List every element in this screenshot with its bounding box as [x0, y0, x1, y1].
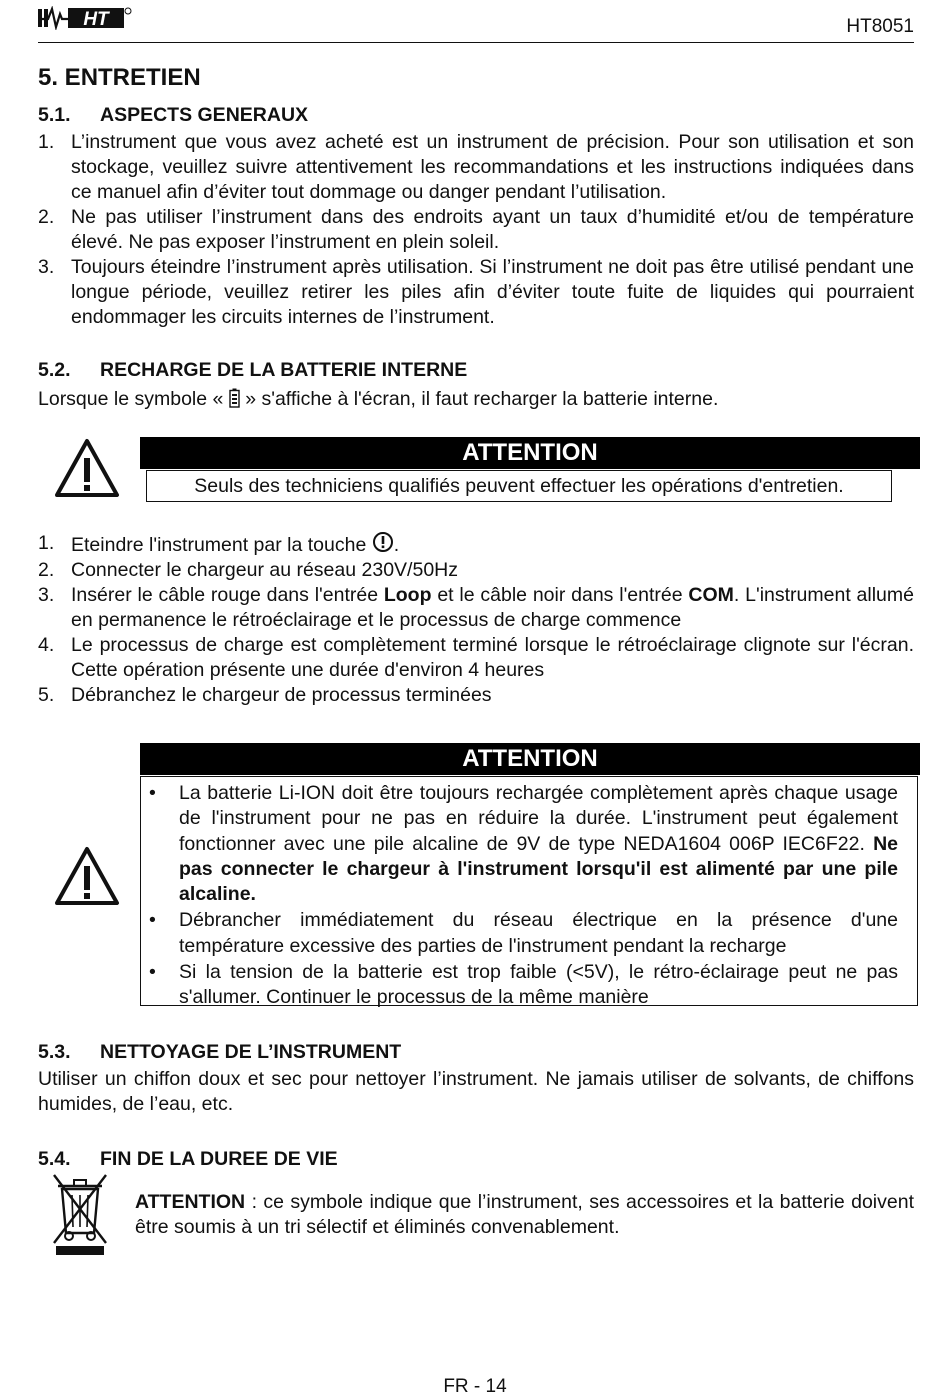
battery-icon	[229, 388, 240, 408]
list-item	[38, 558, 914, 583]
power-button-icon	[372, 531, 394, 553]
list-item	[38, 205, 914, 255]
heading-5-4	[38, 1148, 338, 1171]
logo-text: HT	[83, 9, 109, 30]
page-header	[38, 0, 914, 43]
intro-before: Lorsque le symbole «	[38, 388, 224, 410]
list-item	[38, 583, 914, 633]
item-text-bold: Loop	[383, 584, 432, 606]
heading-text: RECHARGE DE LA BATTERIE INTERNE	[100, 359, 468, 381]
bullet-item	[147, 960, 898, 1011]
heading-text: ASPECTS GENERAUX	[100, 104, 309, 126]
heading-5-2	[38, 359, 467, 382]
list-item	[38, 130, 914, 205]
heading-5-3	[38, 1041, 401, 1064]
item-number: 3.	[38, 584, 55, 606]
intro-after: » s'affiche à l'écran, il faut recharger la batterie interne.	[245, 388, 719, 410]
attention-bullet-list	[147, 781, 898, 1012]
item-text: Insérer le câble rouge dans l'entrée	[71, 584, 384, 606]
heading-text: NETTOYAGE DE L’INSTRUMENT	[100, 1041, 402, 1063]
item-number: 3.	[38, 256, 55, 278]
item-text: Le processus de charge est complètement terminé lorsque le rétroéclairage clignote sur l'écran. Cette opération présente une durée d'environ 4 heures	[71, 634, 914, 681]
list-item	[38, 255, 914, 330]
model-number: HT8051	[846, 16, 914, 37]
item-number: 5.	[38, 684, 55, 706]
bullet-item	[147, 781, 898, 907]
item-number: 1.	[38, 131, 55, 153]
list-item	[38, 683, 914, 708]
heading-5-1	[38, 104, 308, 127]
charging-steps-list	[38, 531, 914, 708]
page-number: FR - 14	[443, 1376, 507, 1397]
battery-intro	[38, 387, 914, 412]
heading-number: 5.1.	[38, 104, 71, 126]
bullet-item	[147, 908, 898, 959]
bullet-text: Débrancher immédiatement du réseau électrique en la présence d'une température excessive des parties de l'instrument pendant la recharge	[179, 909, 898, 957]
section-title: 5. ENTRETIEN	[38, 64, 201, 91]
item-text: . L'instrument allumé en permanence le rétroéclairage et le processus de charge commence	[71, 584, 914, 631]
item-text-end: .	[393, 534, 400, 556]
item-number: 2.	[38, 559, 55, 581]
item-text: Eteindre l'instrument par la touche	[71, 534, 367, 556]
item-text: L’instrument que vous avez acheté est un instrument de précision. Pour son utilisation et son stockage, veuillez suivre attentivement les recommandations et les instructions indiquées dans ce manuel afin d’éviter tout dommage ou danger pendant l’utilisation.	[71, 131, 914, 203]
attention-banner: ATTENTION	[140, 437, 920, 469]
item-number: 2.	[38, 206, 55, 228]
item-text: et le câble noir dans l'entrée	[431, 584, 689, 606]
item-number: 1.	[38, 532, 55, 554]
attention-text: Seuls des techniciens qualifiés peuvent effectuer les opérations d'entretien.	[146, 470, 892, 502]
list-item	[38, 531, 914, 558]
end-of-life-text	[135, 1190, 914, 1240]
item-text: Débranchez le chargeur de processus terminées	[71, 684, 492, 706]
bullet-text-bold: Ne pas connecter le chargeur à l'instrument lorsqu'il est alimenté par une pile alcaline.	[179, 832, 898, 906]
bullet-text: Si la tension de la batterie est trop faible (<5V), le rétro-éclairage peut ne pas s'allumer. Continuer le processus de la même manière	[179, 961, 898, 1009]
bullet-icon: •	[149, 961, 156, 984]
crossed-bin-icon	[52, 1173, 108, 1257]
item-text: Connecter le chargeur au réseau 230V/50Hz	[71, 559, 458, 581]
attention-label: ATTENTION	[135, 1191, 246, 1213]
heading-number: 5.3.	[38, 1041, 71, 1063]
heading-number: 5.4.	[38, 1148, 71, 1170]
heading-text: FIN DE LA DUREE DE VIE	[100, 1148, 338, 1170]
bullet-text: La batterie Li-ION doit être toujours rechargée complètement après chaque usage de l'instrument pour ne pas en réduire la durée. L'instrument peut également fonctionner avec une pile alcaline de 9V de type NEDA1604 006P IEC6F22.	[179, 782, 898, 855]
item-text: Ne pas utiliser l’instrument dans des endroits ayant un taux d’humidité et/ou de température élevé. Ne pas exposer l’instrument en plein soleil.	[71, 206, 914, 253]
cleaning-text: Utiliser un chiffon doux et sec pour nettoyer l’instrument. Ne jamais utiliser de solvants, de chiffons humides, de l’eau, etc.	[38, 1068, 914, 1115]
heading-number: 5.2.	[38, 359, 71, 381]
attention-box	[140, 776, 918, 1009]
end-of-life-body: : ce symbole indique que l’instrument, ses accessoires et la batterie doivent être soumis à un tri sélectif et éliminés convenablement.	[135, 1191, 914, 1238]
warning-triangle-icon	[54, 846, 120, 906]
attention-banner: ATTENTION	[140, 743, 920, 775]
item-text: Toujours éteindre l’instrument après utilisation. Si l’instrument ne doit pas être utilisé pendant une longue période, veuillez retirer les piles afin d’éviter toute fuite de liquides qui pourraient endommager les circuits internes de l’instrument.	[71, 256, 914, 328]
general-aspects-list	[38, 130, 914, 330]
item-text-bold: COM	[688, 584, 734, 606]
ht-logo-icon	[38, 6, 132, 30]
bullet-icon: •	[149, 909, 156, 932]
warning-triangle-icon	[54, 438, 120, 498]
item-number: 4.	[38, 634, 55, 656]
bullet-icon: •	[149, 782, 156, 804]
list-item	[38, 633, 914, 683]
